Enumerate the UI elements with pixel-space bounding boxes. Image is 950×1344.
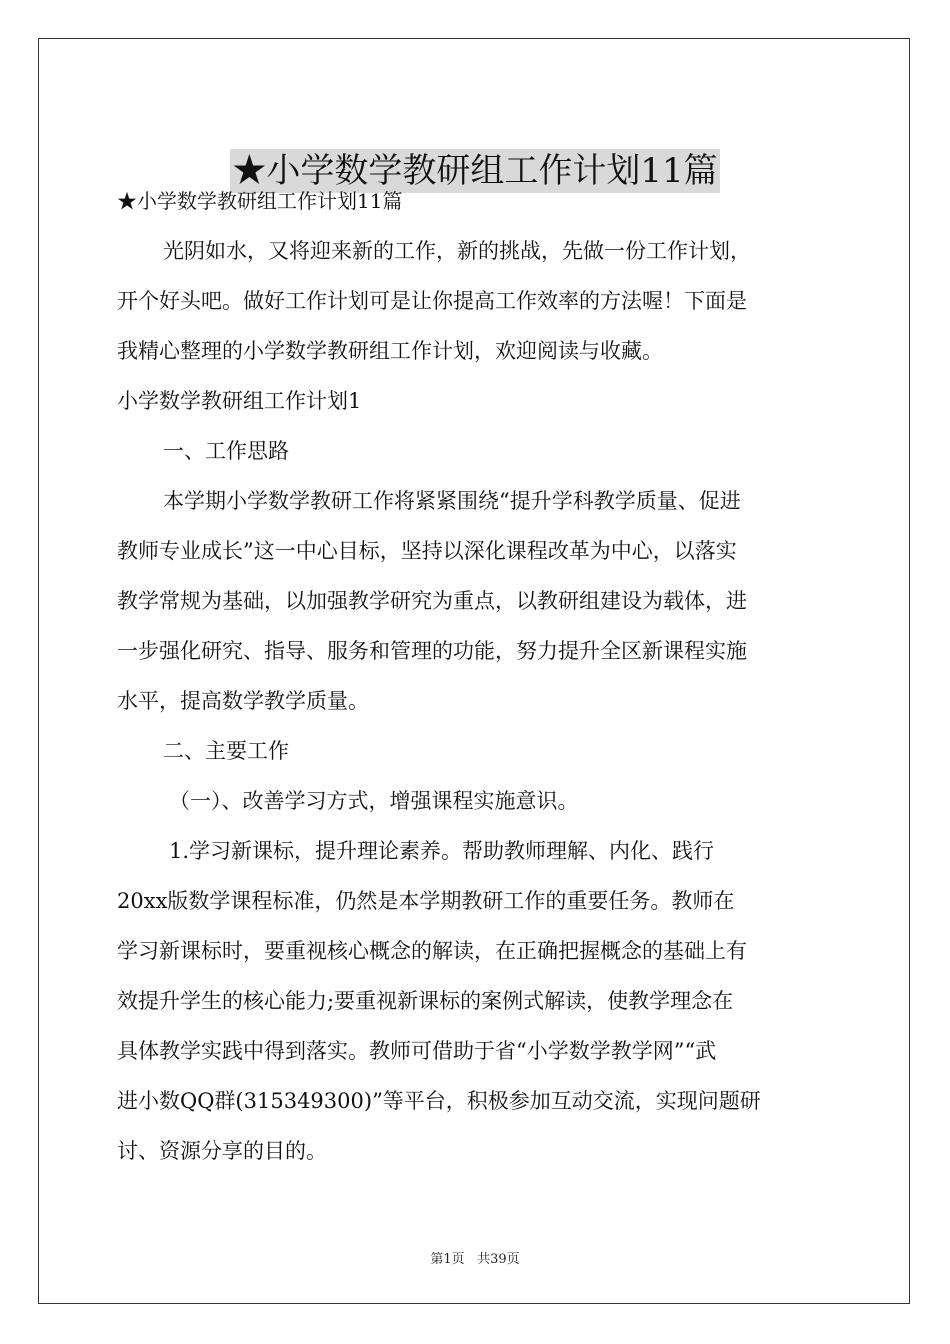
paragraph-line: 本学期小学数学教研工作将紧紧围绕“提升学科教学质量、促进: [163, 489, 741, 513]
paragraph-line: 20xx版数学课程标准，仍然是本学期教研工作的重要任务。教师在: [117, 889, 735, 913]
document-body: [117, 176, 835, 1176]
paragraph-line: 水平，提高数学教学质量。: [117, 689, 369, 713]
paragraph-line: 进小数QQ群(315349300)”等平台，积极参加互动交流，实现问题研: [117, 1089, 761, 1113]
document-title: ★小学数学教研组工作计划11篇: [232, 150, 718, 191]
paragraph-line: 学习新课标时，要重视核心概念的解读，在正确把握概念的基础上有: [117, 939, 747, 963]
paragraph-line: 具体教学实践中得到落实。教师可借助于省“小学数学教学网”“武: [117, 1039, 717, 1063]
paragraph-line: 教学常规为基础，以加强教学研究为重点，以教研组建设为载体，进: [117, 589, 747, 613]
paragraph-line: 我精心整理的小学数学教研组工作计划，欢迎阅读与收藏。: [117, 339, 663, 363]
list-heading: （一）、改善学习方式，增强课程实施意识。: [169, 789, 579, 813]
paragraph-line: 1.学习新课标，提升理论素养。帮助教师理解、内化、践行: [169, 839, 715, 863]
subsection-heading: 二、主要工作: [163, 739, 289, 763]
page-total: 共39页: [477, 1252, 520, 1267]
paragraph-line: 光阴如水，又将迎来新的工作，新的挑战，先做一份工作计划，: [163, 239, 751, 263]
page-footer: [0, 1248, 950, 1267]
paragraph-line: 开个好头吧。做好工作计划可是让你提高工作效率的方法喔！下面是: [117, 289, 747, 313]
section-heading: 小学数学教研组工作计划1: [117, 389, 362, 413]
paragraph-line: 效提升学生的核心能力;要重视新课标的案例式解读，使教学理念在: [117, 989, 734, 1013]
document-subtitle: ★小学数学教研组工作计划11篇: [117, 189, 403, 213]
paragraph-line: 一步强化研究、指导、服务和管理的功能，努力提升全区新课程实施: [117, 639, 747, 663]
page-number: 第1页: [430, 1252, 465, 1267]
paragraph-line: 讨、资源分享的目的。: [117, 1139, 327, 1163]
paragraph-line: 教师专业成长”这一中心目标，坚持以深化课程改革为中心，以落实: [117, 539, 737, 563]
subsection-heading: 一、工作思路: [163, 439, 289, 463]
